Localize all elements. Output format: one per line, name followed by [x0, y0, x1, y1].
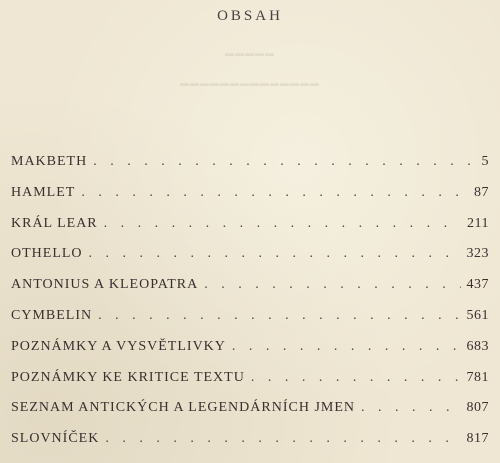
table-of-contents	[11, 154, 489, 462]
entry-page-number: 807	[466, 400, 489, 416]
dot-leader	[204, 277, 460, 293]
toc-entry	[11, 308, 489, 339]
dot-leader	[361, 400, 460, 416]
entry-title: OTHELLO	[11, 246, 83, 262]
entry-title: POZNÁMKY A VYSVĚTLIVKY	[11, 338, 226, 354]
entry-title: POZNÁMKY KE KRITICE TEXTU	[11, 369, 245, 385]
toc-entry	[11, 185, 489, 216]
bleed-through-text: ▬▬▬▬▬	[225, 48, 275, 58]
entry-title: SEZNAM ANTICKÝCH A LEGENDÁRNÍCH JMEN	[11, 400, 356, 416]
entry-page-number: 437	[466, 277, 489, 293]
dot-leader	[89, 246, 461, 262]
entry-page-number: 5	[481, 154, 489, 169]
toc-entry	[11, 370, 489, 401]
toc-entry	[11, 246, 489, 277]
toc-entry	[11, 154, 489, 185]
dot-leader	[232, 339, 461, 355]
entry-title: ANTONIUS A KLEOPATRA	[11, 277, 199, 293]
entry-title: MAKBETH	[11, 154, 88, 169]
dot-leader	[93, 154, 475, 170]
entry-page-number: 561	[466, 307, 489, 323]
entry-page-number: 781	[466, 369, 489, 385]
dot-leader	[105, 431, 460, 447]
entry-title: SLOVNÍČEK	[11, 431, 100, 447]
toc-entry	[11, 400, 489, 431]
dot-leader	[251, 370, 461, 386]
dot-leader	[104, 216, 461, 232]
entry-page-number: 211	[467, 215, 489, 231]
entry-page-number: 323	[466, 246, 489, 262]
contents-heading: OBSAH	[217, 8, 283, 24]
dot-leader	[98, 308, 460, 324]
toc-entry	[11, 339, 489, 370]
toc-entry	[11, 431, 489, 462]
entry-page-number: 817	[466, 431, 489, 447]
entry-page-number: 683	[466, 338, 489, 354]
entry-title: KRÁL LEAR	[11, 215, 98, 231]
entry-title: CYMBELIN	[11, 307, 93, 323]
toc-entry	[11, 216, 489, 247]
entry-title: HAMLET	[11, 184, 76, 200]
toc-entry	[11, 277, 489, 308]
entry-page-number: 87	[474, 184, 489, 200]
bleed-through-text: ▬▬▬▬▬▬▬▬▬▬▬▬▬▬	[180, 78, 320, 88]
dot-leader	[81, 185, 468, 201]
